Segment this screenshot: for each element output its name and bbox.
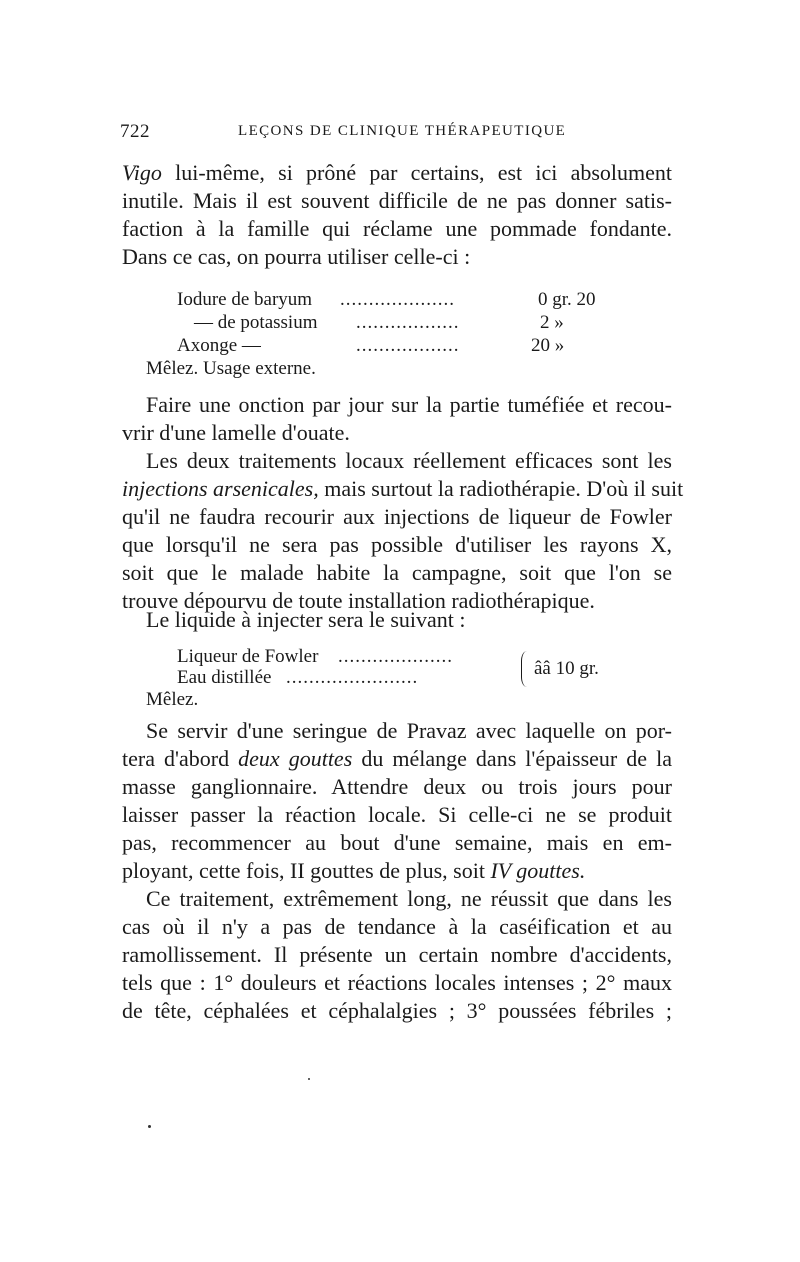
page-number: 722 [120,121,150,142]
formula1-row2-dots: .................. [356,312,460,333]
formula1-row2-qty: 2 » [540,312,564,333]
para5-line6: ployant, cette fois, II gouttes de plus, soit IV gouttes. [122,858,586,883]
formula1-row3-dots: .................. [356,335,460,356]
para1-line3: faction à la famille qui réclame une pommade fondante. [122,216,672,241]
para4-line1: Le liquide à injecter sera le suivant : [146,607,466,632]
para6-line3: ramollissement. Il présente un certain nombre d'accidents, [122,942,672,967]
para5-line4: laisser passer la réaction locale. Si celle-ci ne se produit [122,802,672,827]
formula2-instruction: Mêlez. [146,689,199,710]
page-header [120,121,680,145]
para1-line2: inutile. Mais il est souvent difficile de ne pas donner satis- [122,188,672,213]
formula2-row2-name: Eau distillée [177,667,272,688]
para2-line1: Faire une onction par jour sur la partie tuméfiée et recou- [146,392,672,417]
para1-line4: Dans ce cas, on pourra utiliser celle-ci : [122,244,471,269]
para3-line5: soit que le malade habite la campagne, soit que l'on se [122,560,672,585]
para5-line2: tera d'abord deux gouttes du mélange dans l'épaisseur de la [122,746,672,771]
para3-line6: trouve dépourvu de toute installation radiothérapique. [122,588,595,613]
para5-line5: pas, recommencer au bout d'une semaine, mais en em- [122,830,672,855]
formula2-row1-name: Liqueur de Fowler [177,646,319,667]
para6-line1: Ce traitement, extrêmement long, ne réussit que dans les [146,886,672,911]
para2-line2: vrir d'une lamelle d'ouate. [122,420,350,445]
para1-line1: Vigo lui-même, si prôné par certains, est ici absolument [122,160,672,185]
formula2-row1-dots: .................... [338,646,453,667]
formula2-brace [521,651,530,687]
formula2-row2-dots: ....................... [286,667,419,688]
para6-line5: de tête, céphalées et céphalalgies ; 3° poussées fébriles ; [122,998,672,1023]
para6-line2: cas où il n'y a pas de tendance à la caséification et au [122,914,672,939]
para6-line4: tels que : 1° douleurs et réactions locales intenses ; 2° maux [122,970,672,995]
para3-line2: injections arsenicales, mais surtout la radiothérapie. D'où il suit [122,476,684,501]
formula1-row3-name: Axonge — [177,335,261,356]
running-title: LEÇONS DE CLINIQUE THÉRAPEUTIQUE [238,123,567,139]
formula1-row1-name: Iodure de baryum [177,289,313,310]
formula1-row1-dots: .................... [340,289,455,310]
para3-line1: Les deux traitements locaux réellement efficaces sont les [146,448,672,473]
print-speck [308,1078,310,1080]
para3-line4: que lorsqu'il ne sera pas possible d'utiliser les rayons X, [122,532,672,557]
formula1-row3-qty: 20 » [531,335,565,356]
print-speck [148,1125,151,1128]
para5-line1: Se servir d'une seringue de Pravaz avec laquelle on por- [146,718,672,743]
para5-line3: masse ganglionnaire. Attendre deux ou trois jours pour [122,774,672,799]
formula1-instruction: Mêlez. Usage externe. [146,358,316,379]
formula1-row1-qty: 0 gr. 20 [538,289,596,310]
formula2-qty: ââ 10 gr. [534,658,599,679]
para3-line3: qu'il ne faudra recourir aux injections de liqueur de Fowler [122,504,672,529]
formula1-row2-name: — de potassium [194,312,318,333]
